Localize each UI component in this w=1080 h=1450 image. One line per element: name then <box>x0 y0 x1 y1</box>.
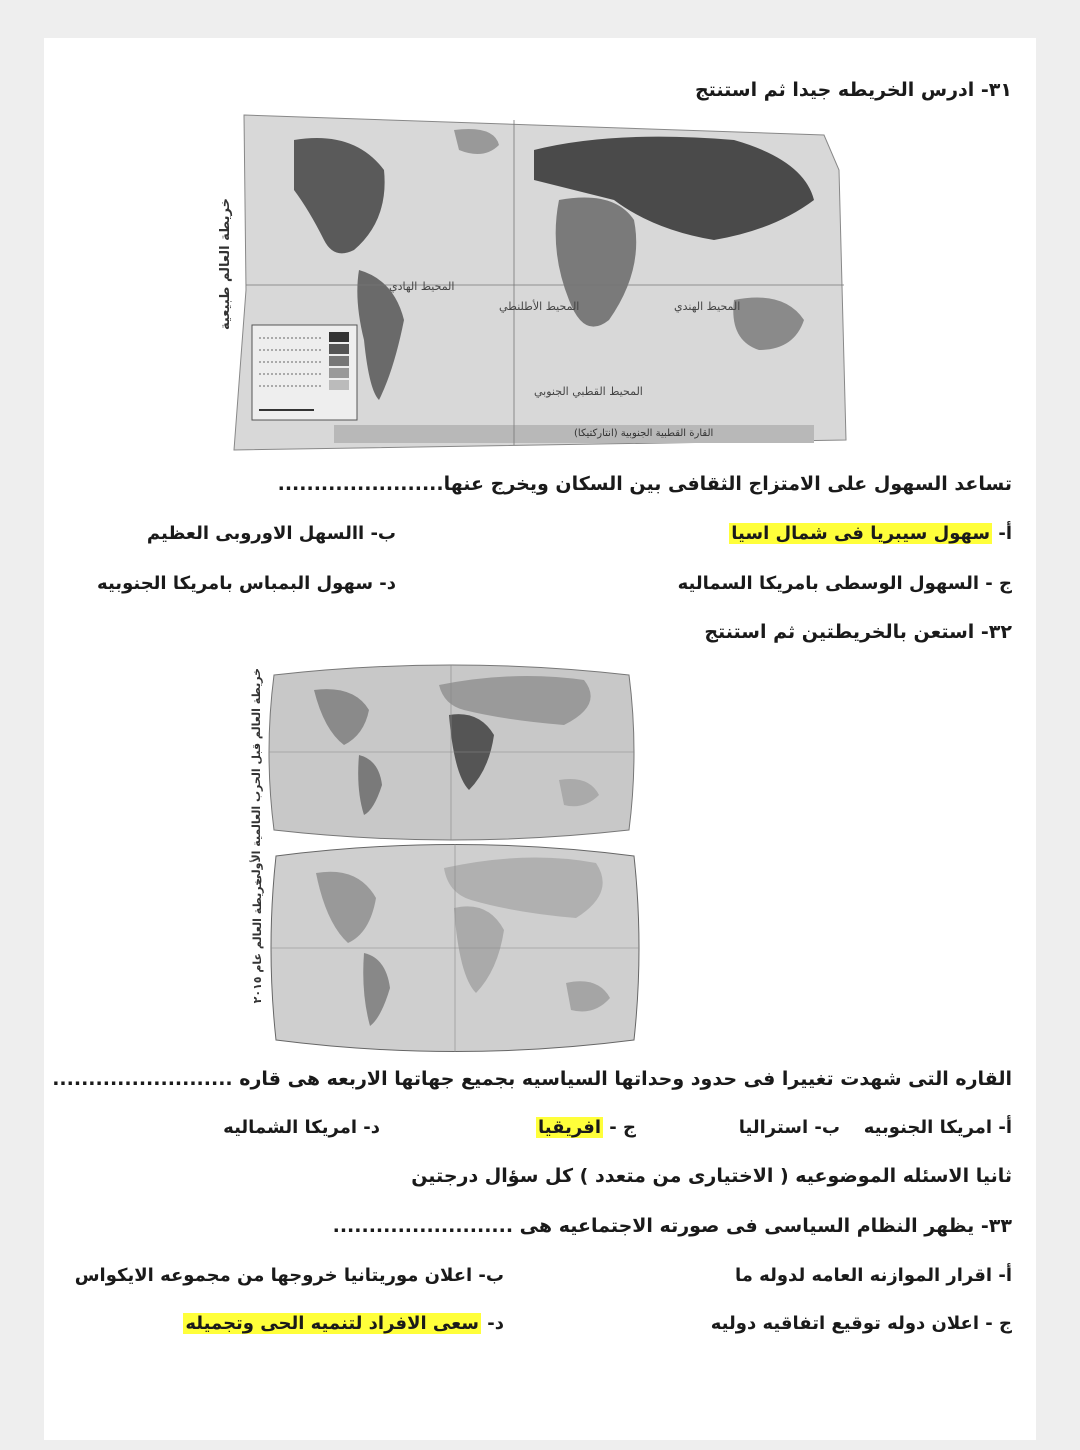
q33-option-d-text-highlighted: سعى الافراد لتنميه الحى وتجميله <box>185 1313 479 1334</box>
ocean-label-indian: المحيط الهندي <box>674 300 741 313</box>
physical-world-map <box>214 110 854 455</box>
question-32-stem: القاره التى شهدت تغييرا فى حدود وحداتها السياسيه بجميع جهاتها الاربعه هى قاره ......................... <box>52 1068 1012 1090</box>
q31-option-c[interactable]: ج - السهول الوسطى بامريكا السماليه <box>677 573 1012 594</box>
section-2-title: ثانيا الاسئله الموضوعيه ( الاختيارى من متعدد ) كل سؤال درجتين <box>411 1165 1012 1187</box>
q33-option-d[interactable] <box>183 1310 504 1338</box>
q33-option-c[interactable]: ج - اعلان دوله توقيع اتفاقيه دوليه <box>710 1313 1012 1334</box>
q32-option-d[interactable]: د- امريكا الشماليه <box>223 1117 380 1138</box>
political-map-2015 <box>266 838 644 1058</box>
physical-map-caption: خريطة العالم طبيعية <box>218 198 233 330</box>
question-32-title: ٣٢- استعن بالخريطتين ثم استنتج <box>704 621 1012 643</box>
question-31-stem: تساعد السهول على الامتزاج الثقافى بين السكان ويخرج عنها....................... <box>277 473 1012 495</box>
q33-option-d-prefix: د- <box>487 1313 504 1334</box>
q31-option-b[interactable]: ب- االسهل الاوروبى العظيم <box>146 523 396 544</box>
q32-option-c[interactable] <box>536 1114 636 1142</box>
q31-option-d[interactable]: د- سهول البمباس بامريكا الجنوبيه <box>97 573 396 594</box>
q32-option-c-text-highlighted: افريقيا <box>538 1117 601 1138</box>
ocean-label-southern: المحيط القطبي الجنوبي <box>534 385 643 398</box>
q31-option-a-text-highlighted: سهول سيبريا فى شمال اسيا <box>731 523 991 544</box>
ocean-label-antarctica: القارة القطبية الجنوبية (انتاركتيكا) <box>574 428 714 439</box>
exam-page <box>44 38 1036 1440</box>
q33-option-a[interactable]: أ- اقرار الموازنه العامه لدوله ما <box>735 1265 1012 1286</box>
q32-option-b[interactable]: ب- استراليا <box>738 1117 840 1138</box>
q33-option-b[interactable]: ب- اعلان موريتانيا خروجها من مجموعه الايكواس <box>74 1265 504 1286</box>
q32-option-c-prefix: ج - <box>609 1117 636 1138</box>
q32-option-a[interactable]: أ- امريكا الجنوبيه <box>863 1117 1012 1138</box>
map-2015-caption: خريطة العالم عام ٢٠١٥ <box>251 878 264 1004</box>
question-31-title: ٣١- ادرس الخريطه جيدا ثم استنتج <box>694 79 1012 101</box>
political-map-before-ww1 <box>264 660 639 845</box>
map-before-ww1-caption: خريطة العالم قبل الحرب العالمية الأولى <box>250 668 263 885</box>
ocean-label-pacific: المحيط الهادي <box>389 280 455 293</box>
q31-option-a[interactable] <box>729 520 1012 548</box>
ocean-label-atlantic: المحيط الأطلنطي <box>499 300 580 313</box>
q31-option-a-prefix: أ- <box>998 523 1012 544</box>
question-33-stem: ٣٣- يظهر النظام السياسى فى صورته الاجتماعيه هى ......................... <box>332 1215 1012 1237</box>
